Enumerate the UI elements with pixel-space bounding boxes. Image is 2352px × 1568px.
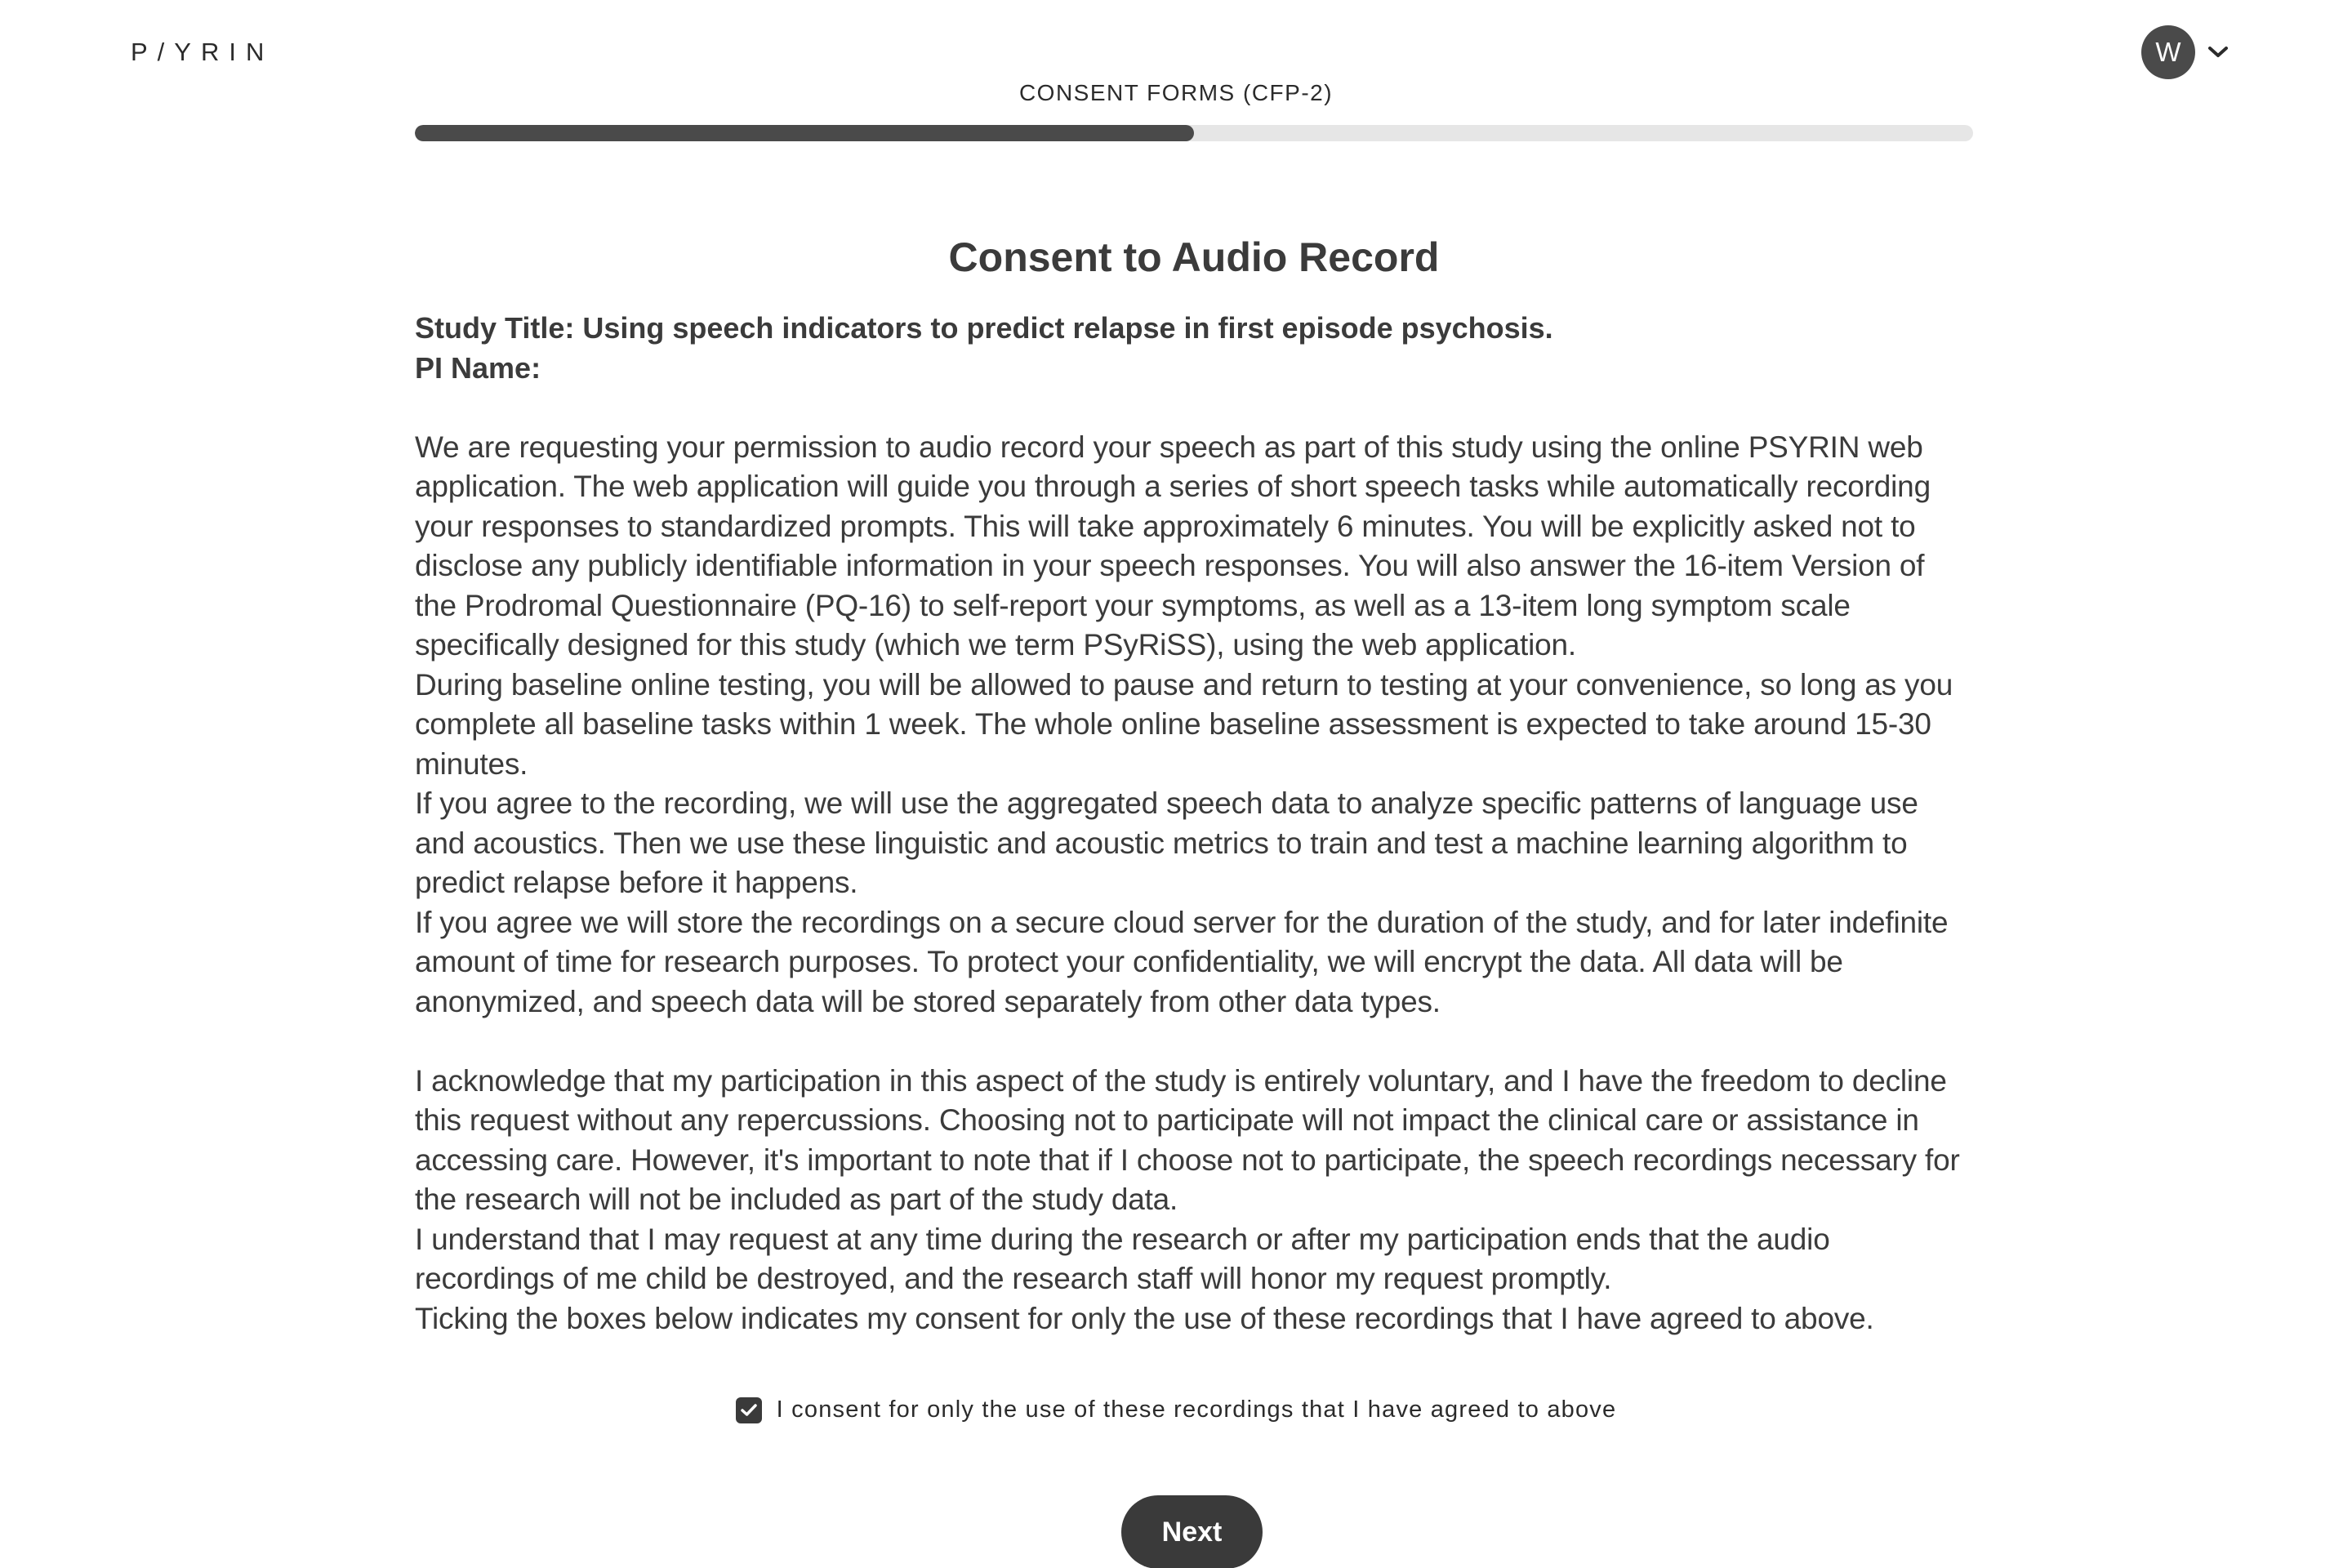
acknowledgement-paragraph: I understand that I may request at any time during the research or after my participation ends that the audio recordings of me child be destroyed, and the research staff will honor my request promptly. (415, 1222, 1830, 1295)
app-logo[interactable]: P/YRIN (131, 38, 274, 66)
pi-name: PI Name: (415, 350, 541, 385)
avatar[interactable]: W (2141, 25, 2195, 79)
page-title: Consent to Audio Record (948, 234, 1440, 280)
consent-paragraph: If you agree to the recording, we will use the aggregated speech data to analyze specific patterns of language use and acoustics. Then we use these linguistic and acoustic metrics to train and test a machine learning algorithm to predict relapse before it happens. (415, 786, 1918, 899)
acknowledgement-paragraph: I acknowledge that my participation in this aspect of the study is entirely voluntary, and I have the freedom to decline this request without any repercussions. Choosing not to participate will not impact the clinical care or assistance in accessing care. However, it's important to note that if I choose not to participate, the speech recordings necessary for the research will not be included as part of the study data. (415, 1063, 1960, 1216)
consent-checkbox[interactable] (736, 1397, 762, 1423)
progress-label: CONSENT FORMS (CFP-2) (1018, 80, 1334, 105)
progress-bar-fill (415, 125, 1194, 141)
consent-paragraph: We are requesting your permission to audio record your speech as part of this study using the online PSYRIN web application. The web application will guide you through a series of short speech tasks while automatically recording your responses to standardized prompts. This will take approximately 6 minutes. You will be explicitly asked not to disclose any publicly identifiable information in your speech responses. You will also answer the 16-item Version of the Prodromal Questionnaire (PQ-16) to self-report your symptoms, as well as a 13-item long symptom scale specifically designed for this study (which we term PSyRiSS), using the web application. (415, 430, 1931, 662)
progress-bar (415, 125, 1973, 141)
acknowledgement-paragraph: Ticking the boxes below indicates my consent for only the use of these recordings that I have agreed to above. (415, 1301, 1874, 1335)
chevron-down-icon[interactable] (2207, 41, 2230, 64)
next-button[interactable]: Next (1121, 1495, 1263, 1568)
consent-paragraph: If you agree we will store the recordings on a secure cloud server for the duration of the study, and for later indefinite amount of time for research purposes. To protect your confidentiality, we will encrypt the data. All data will be anonymized, and speech data will be stored separately from other data types. (415, 905, 1949, 1018)
consent-checkbox-row[interactable] (0, 1396, 2352, 1423)
consent-checkbox-label[interactable]: I consent for only the use of these recordings that I have agreed to above (776, 1396, 1617, 1423)
user-menu[interactable] (2141, 25, 2230, 79)
study-title: Study Title: Using speech indicators to predict relapse in first episode psychosis. (415, 311, 1553, 345)
checkmark-icon (740, 1403, 758, 1418)
consent-paragraph: During baseline online testing, you will be allowed to pause and return to testing at your convenience, so long as you complete all baseline tasks within 1 week. The whole online baseline assessment is expected to take around 15-30 minutes. (415, 667, 1953, 781)
consent-content (415, 229, 1973, 1339)
